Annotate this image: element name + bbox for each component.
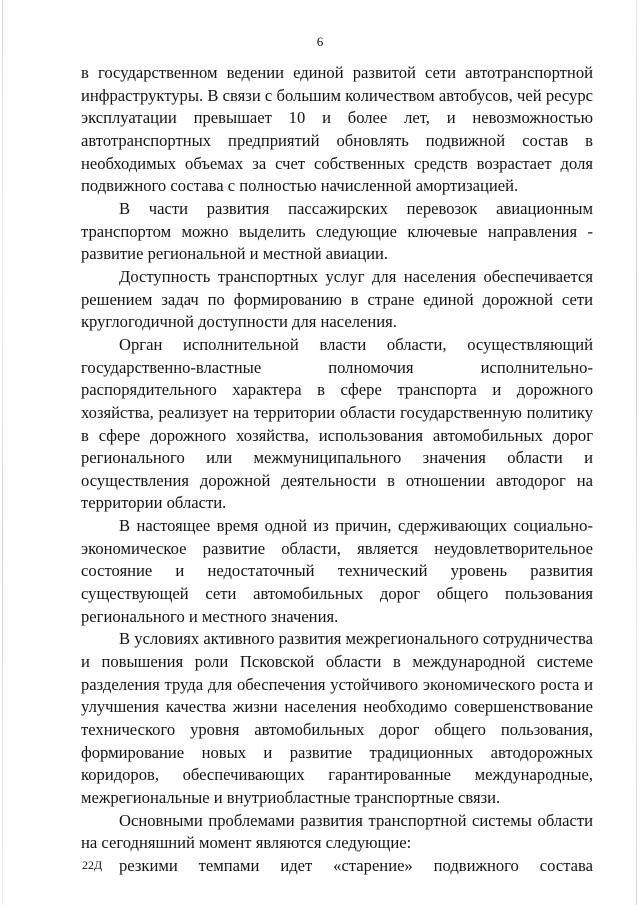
paragraph-1: в государственном ведении единой развитой сети автотранспортной инфраструктуры. В связи с большим количеством автобусов, чей ресурс эксплуатации превышает 10 и более лет, и невозможностью автотранспортных предприятий обновлять подвижной состав в необходимых объемах за счет собственных средств возрастает доля подвижного состава с полностью начисленной амортизацией. bbox=[81, 63, 593, 196]
page-number: 6 bbox=[316, 34, 324, 49]
paragraph-2: В части развития пассажирских перевозок авиационным транспортом можно выделить следующие ключевые направления - развитие региональной и местной авиации. bbox=[81, 198, 593, 264]
paragraph-6: В условиях активного развития межрегионального сотрудничества и повышения роли Псковской области в международной системе разделения труда для обеспечения устойчивого экономического роста и улучшения качества жизни населения необходимо совершенствование технического уровня автомобильных дорог общего пользования, формирование новых и развитие традиционных автодорожных коридоров, обеспечивающих гарантированные международные, межрегиональные и внутриобластные транспортные связи. bbox=[81, 629, 593, 807]
paragraph-8: резкими темпами идет «старение» подвижного состава bbox=[119, 855, 593, 875]
paragraph-4: Орган исполнительной власти области, осуществляющий государственно-властные полномочия исполнительно-распорядительного характера в сфере транспорта и дорожного хозяйства, реализует на территории области государственную политику в сфере дорожного хозяйства, использования автомобильных дорог регионального или межмуниципального значения области и осуществления дорожной деятельности в отношении автодорог на территории области. bbox=[81, 334, 593, 513]
footer-code: 22Д bbox=[82, 858, 103, 872]
document-body bbox=[81, 62, 593, 878]
scan-edge-right bbox=[636, 0, 637, 905]
paragraph-3: Доступность транспортных услуг для населения обеспечивается решением задач по формированию в стране единой дорожной сети круглогодичной доступности для населения. bbox=[81, 266, 593, 332]
scan-edge-left bbox=[2, 0, 3, 905]
paragraph-5: В настоящее время одной из причин, сдерживающих социально-экономическое развитие области, является неудовлетворительное состояние и недостаточный технический уровень развития существующей сети автомобильных дорог общего пользования регионального и местного значения. bbox=[81, 516, 593, 626]
paragraph-7: Основными проблемами развития транспортной системы области на сегодняшний момент являются следующие: bbox=[81, 810, 593, 853]
